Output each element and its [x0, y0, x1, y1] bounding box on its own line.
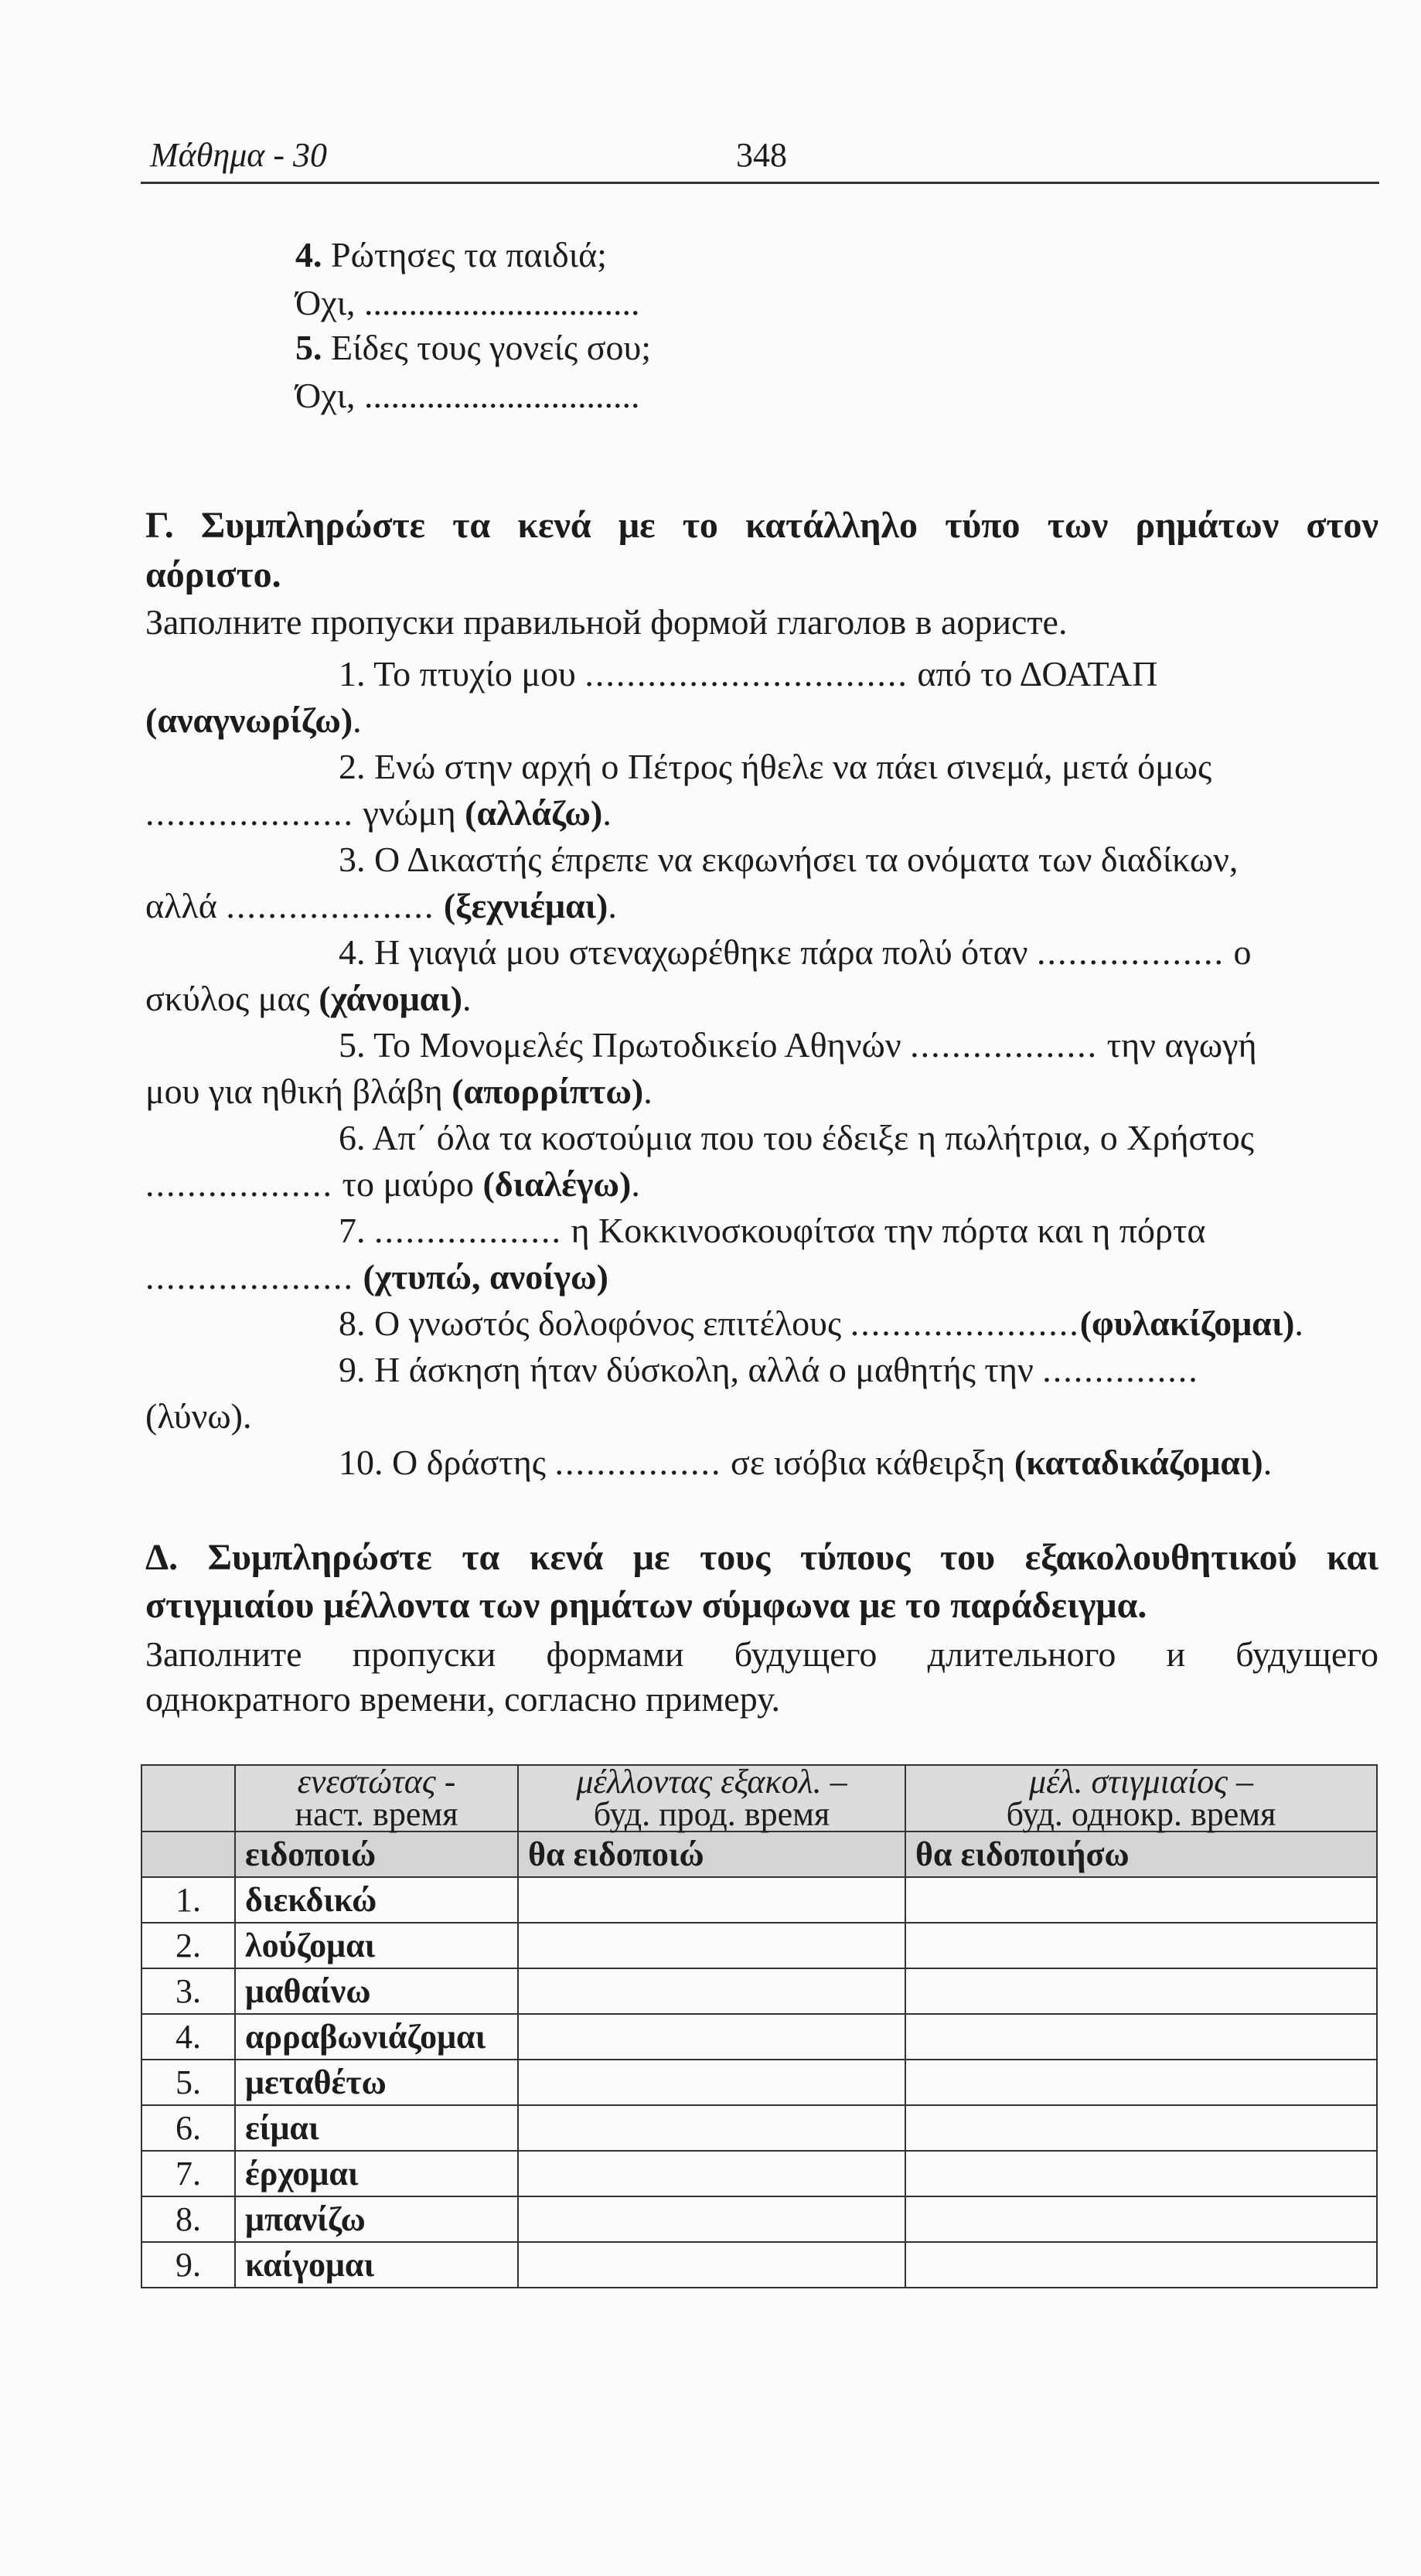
row-number: 4.: [141, 2014, 235, 2060]
blank-dots: ..................: [1037, 932, 1225, 972]
text: 3. Ο Δικαστής έπρεπε να εκφωνήσει τα ονόματα των διαδίκων,: [339, 840, 1239, 879]
section-d-title-2: στιγμιαίου μέλλοντα των ρημάτων σύμφωνα με το παράδειγμα.: [145, 1585, 1147, 1626]
section-g-title-2: αόριστο.: [145, 554, 281, 595]
future-cont-cell: [518, 1877, 905, 1923]
section-g-subtitle: Заполните пропуски правильной формой глаголов в аористе.: [145, 602, 1068, 642]
future-simple-cell: [905, 2242, 1377, 2288]
verb-hint: (αναγνωρίζω): [145, 700, 353, 740]
exercise-line: [145, 1254, 608, 1300]
header-future-simple: μέλ. στιγμιαίος – буд. однокр. время: [905, 1765, 1377, 1831]
verb-cell: μεταθέτω: [235, 2060, 518, 2105]
exercise-line: [339, 929, 1252, 976]
text: .: [608, 886, 617, 925]
text: 8. Ο γνωστός δολοφόνος επιτέλους: [339, 1303, 850, 1343]
exercise-line: [145, 697, 362, 744]
text: γνώμη: [354, 793, 465, 833]
future-simple-cell: [905, 1968, 1377, 2014]
text: 4. Η γιαγιά μου στεναχωρέθηκε πάρα πολύ όταν: [339, 932, 1038, 972]
lesson-label: Μάθημα - 30: [150, 136, 328, 174]
text: [354, 1257, 363, 1297]
text: μου για ηθική βλάβη: [145, 1072, 452, 1111]
exercise-line: [145, 1393, 251, 1440]
text: .: [462, 979, 472, 1018]
future-cont-cell: [518, 2151, 905, 2196]
header-future-cont: μέλλοντας εξακολ. – буд. прод. время: [518, 1765, 905, 1831]
section-g-title-1: Γ. Συμπληρώστε τα κενά με το κατάλληλο τύπο των ρημάτων στον: [145, 505, 1378, 546]
table-row: [141, 2151, 1377, 2196]
text: σε ισόβια κάθειρξη: [721, 1443, 1014, 1482]
question-5: 5. Είδες τους γονείς σου;: [295, 328, 652, 367]
future-cont-cell: [518, 2105, 905, 2151]
verb-table: [141, 1764, 1378, 2288]
exercise-line: [145, 1161, 640, 1208]
example-future-cont: θα ειδοποιώ: [518, 1831, 905, 1877]
exercise-line: [339, 1347, 1199, 1393]
text: ο: [1225, 932, 1252, 972]
section-d-subtitle-1: Заполните пропуски формами будущего длительного и будущего: [145, 1634, 1378, 1674]
row-number: 8.: [141, 2196, 235, 2242]
verb-cell: μαθαίνω: [235, 1968, 518, 2014]
text: .: [602, 793, 612, 833]
text: (λύνω).: [145, 1396, 252, 1436]
table-row: [141, 1877, 1377, 1923]
exercise-line: [145, 790, 612, 837]
blank-dots: ....................: [226, 886, 435, 925]
future-simple-cell: [905, 2060, 1377, 2105]
text: .: [353, 700, 362, 740]
row-number: 1.: [141, 1877, 235, 1923]
text: 9. Η άσκηση ήταν δύσκολη, αλλά ο μαθητής την: [339, 1350, 1043, 1389]
verb-cell: καίγομαι: [235, 2242, 518, 2288]
verb-hint: (ξεχνιέμαι): [443, 886, 608, 925]
example-future-simple: θα ειδοποιήσω: [905, 1831, 1377, 1877]
exercise-line: [339, 1022, 1257, 1068]
table-row: [141, 2242, 1377, 2288]
blank-dots: ...............................: [584, 654, 908, 693]
page-number: 348: [736, 136, 787, 174]
blank-dots: ................: [554, 1443, 722, 1482]
text: 10. Ο δράστης: [339, 1443, 555, 1482]
question-4: 4. Ρώτησες τα παιδιά;: [295, 235, 607, 274]
table-row: [141, 1968, 1377, 2014]
table-row: [141, 1923, 1377, 1968]
text: .: [631, 1164, 640, 1204]
text: από το ΔΟΑΤΑΠ: [908, 654, 1158, 693]
verb-hint: (απορρίπτω): [452, 1072, 644, 1111]
verb-hint: (φυλακίζομαι): [1079, 1303, 1295, 1343]
table-row: [141, 2196, 1377, 2242]
blank-dots: ..................: [374, 1211, 562, 1250]
exercise-line: [145, 1068, 653, 1115]
exercise-line: [145, 976, 472, 1022]
verb-cell: μπανίζω: [235, 2196, 518, 2242]
verb-cell: αρραβωνιάζομαι: [235, 2014, 518, 2060]
blank-dots: ...............: [1042, 1350, 1199, 1389]
answer-4: Όχι, ...............................: [295, 283, 640, 322]
verb-cell: διεκδικώ: [235, 1877, 518, 1923]
verb-hint: (καταδικάζομαι): [1014, 1443, 1263, 1482]
verb-cell: έρχομαι: [235, 2151, 518, 2196]
text: 2. Ενώ στην αρχή ο Πέτρος ήθελε να πάει σινεμά, μετά όμως: [339, 747, 1212, 786]
future-simple-cell: [905, 2014, 1377, 2060]
header-blank: [141, 1765, 235, 1831]
text: .: [1294, 1303, 1303, 1343]
blank-dots: ..................: [910, 1025, 1099, 1065]
future-simple-cell: [905, 2105, 1377, 2151]
blank-dots: ....................: [145, 793, 354, 833]
exercise-line: [339, 837, 1238, 883]
future-simple-cell: [905, 1877, 1377, 1923]
example-present: ειδοποιώ: [235, 1831, 518, 1877]
section-d-title-1: Δ. Συμπληρώστε τα κενά με τους τύπους του εξακολουθητικού και: [145, 1537, 1378, 1578]
text: 7.: [339, 1211, 374, 1250]
text: 6. Απ΄ όλα τα κοστούμια που του έδειξε η πωλήτρια, ο Χρήστος: [339, 1118, 1255, 1157]
text: [434, 886, 444, 925]
answer-5: Όχι, ...............................: [295, 376, 640, 415]
verb-hint: (χάνομαι): [319, 979, 463, 1018]
text: η Κοκκινοσκουφίτσα την πόρτα και η πόρτα: [562, 1211, 1206, 1250]
row-number: 7.: [141, 2151, 235, 2196]
header-present: ενεστώτας - наст. время: [235, 1765, 518, 1831]
future-cont-cell: [518, 2196, 905, 2242]
text: το μαύρο: [333, 1164, 483, 1204]
future-simple-cell: [905, 2196, 1377, 2242]
verb-cell: είμαι: [235, 2105, 518, 2151]
verb-hint: (χτυπώ, ανοίγω): [363, 1257, 608, 1297]
exercise-line: [339, 744, 1211, 790]
exercise-line: [339, 651, 1157, 697]
future-simple-cell: [905, 2151, 1377, 2196]
table-header-row: [141, 1765, 1377, 1831]
exercise-line: [339, 1115, 1254, 1161]
row-number: 3.: [141, 1968, 235, 2014]
text: .: [1263, 1443, 1273, 1482]
text: .: [643, 1072, 653, 1111]
text: 5. Το Μονομελές Πρωτοδικείο Αθηνών: [339, 1025, 911, 1065]
table-row: [141, 2014, 1377, 2060]
blank-dots: ......................: [850, 1303, 1080, 1343]
future-cont-cell: [518, 2242, 905, 2288]
table-row: [141, 2060, 1377, 2105]
future-simple-cell: [905, 1923, 1377, 1968]
text: την αγωγή: [1098, 1025, 1257, 1065]
future-cont-cell: [518, 2014, 905, 2060]
table-row: [141, 2105, 1377, 2151]
row-number: 9.: [141, 2242, 235, 2288]
exercise-line: [339, 1300, 1303, 1347]
exercise-line: [339, 1440, 1272, 1486]
text: 1. Το πτυχίο μου: [339, 654, 585, 693]
text: αλλά: [145, 886, 227, 925]
verb-cell: λούζομαι: [235, 1923, 518, 1968]
verb-hint: (αλλάζω): [465, 793, 603, 833]
row-number: 6.: [141, 2105, 235, 2151]
exercise-line: [145, 883, 617, 929]
text: σκύλος μας: [145, 979, 319, 1018]
future-cont-cell: [518, 1968, 905, 2014]
future-cont-cell: [518, 1923, 905, 1968]
exercise-line: [339, 1208, 1206, 1254]
blank-dots: ....................: [145, 1257, 354, 1297]
future-cont-cell: [518, 2060, 905, 2105]
row-number: 5.: [141, 2060, 235, 2105]
table-example-row: [141, 1831, 1377, 1877]
section-d-subtitle-2: однократного времени, согласно примеру.: [145, 1679, 781, 1719]
verb-hint: (διαλέγω): [482, 1164, 632, 1204]
page-header: [141, 135, 1379, 184]
blank-dots: ..................: [145, 1164, 333, 1204]
row-number: 2.: [141, 1923, 235, 1968]
